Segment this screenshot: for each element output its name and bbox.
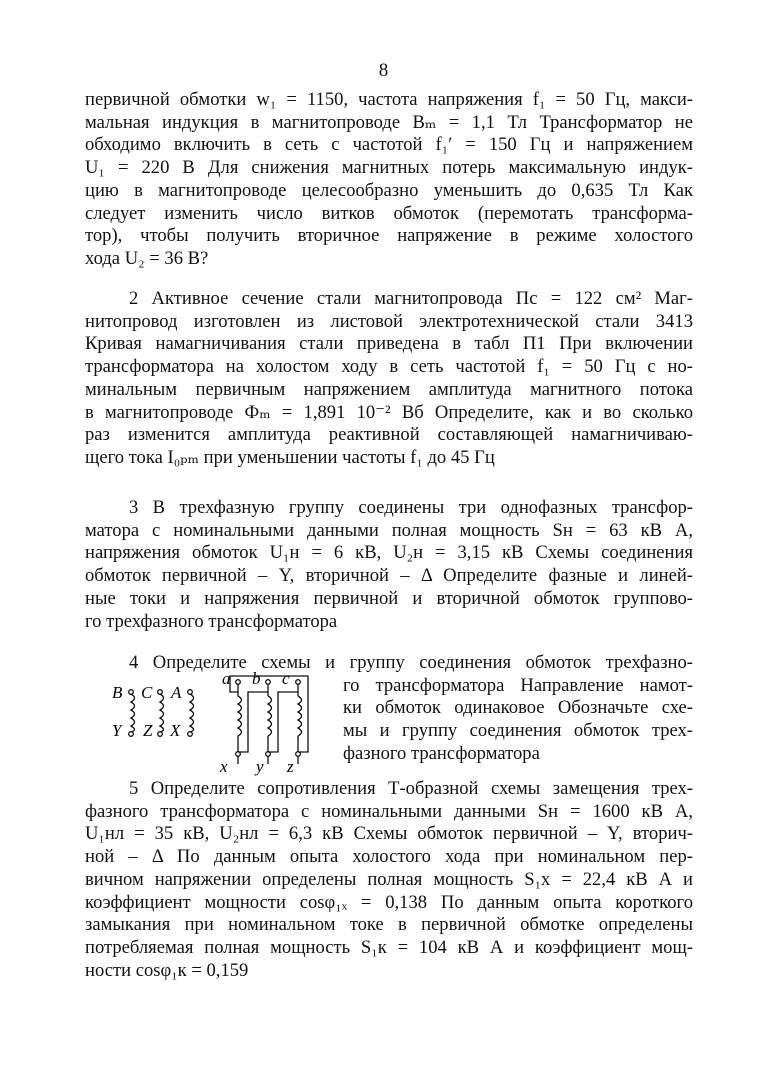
label-B: B [112, 683, 123, 702]
text-line: раз изменится амплитуда реактивной составляющей намагничиваю- [85, 424, 693, 446]
text-line: матора с номинальными данными полная мощность Sн = 63 кВ А, [85, 519, 693, 541]
text-line: тор), чтобы получить вторичное напряжение в режиме холостого [85, 225, 693, 247]
text-line: U₁ = 220 В Для снижения магнитных потерь максимальную индук- [85, 157, 693, 179]
text-line: го трехфазного трансформатора [85, 610, 338, 632]
secondary-coils [230, 676, 308, 764]
paragraph-3 [85, 497, 693, 633]
text-line: минальным первичным напряжением амплитуда магнитного потока [85, 378, 693, 400]
text-line: замыкания при номинальном токе в первичной обмотке определены [85, 914, 693, 936]
text-line: первичной обмотки w₁ = 1150, частота напряжения f₁ = 50 Гц, макси- [85, 89, 693, 110]
text-line: фазного трансформатора [343, 742, 540, 764]
text-line: Кривая намагничивания стали приведена в табл П1 При включении [85, 333, 693, 355]
paragraph-5 [85, 778, 693, 982]
label-x: x [220, 757, 228, 776]
text-line: ности cosφ₁к = 0,159 [85, 959, 249, 981]
text-line: ки обмоток одинаковое Обозначьте схе- [343, 697, 693, 719]
label-C: C [141, 683, 153, 702]
label-A: A [171, 683, 182, 702]
text-line: ной – Δ По данным опыта холостого хода при номинальном пер- [85, 846, 693, 868]
paragraph-1 [85, 89, 693, 271]
text-line: следует изменить число витков обмоток (перемотать трансформа- [85, 202, 693, 224]
label-X: X [170, 721, 181, 740]
text-line: мы и группу соединения обмоток трех- [343, 720, 693, 742]
text-line: 3 В трехфазную группу соединены три однофазных трансфор- [129, 497, 693, 518]
label-Z: Z [143, 721, 153, 740]
text-line: потребляемая полная мощность S₁к = 104 кВ А и коэффициент мощ- [85, 936, 693, 958]
label-a: a [222, 672, 231, 688]
primary-coils [129, 690, 194, 737]
label-Y: Y [112, 721, 122, 740]
label-z: z [287, 757, 294, 776]
text-line: ные токи и напряжения первичной и вторичной обмоток группово- [85, 587, 693, 609]
paragraph-4-wrap [343, 675, 693, 766]
text-line: фазного трансформатора с номинальными данными Sн = 1600 кВ А, [85, 800, 693, 822]
text-line: в магнитопроводе Фₘ = 1,891 10⁻² Вб Определите, как и во сколько [85, 401, 693, 423]
text-line: щего тока I₀ₚₘ при уменьшении частоты f₁ до 45 Гц [85, 446, 495, 468]
text-line: вичном напряжении определены полная мощность S₁x = 22,4 кВ А и [85, 868, 693, 890]
text-line: U₁нл = 35 кВ, U₂нл = 6,3 кВ Схемы обмоток первичной – Y, вторич- [85, 823, 693, 845]
text-line: трансформатора на холостом ходу в сеть частотой f₁ = 50 Гц с но- [85, 356, 693, 378]
text-line: обмоток первичной – Y, вторичной – Δ Определите фазные и линей- [85, 565, 693, 587]
text-line: 2 Активное сечение стали магнитопровода Пс = 122 см² Маг- [129, 288, 693, 309]
winding-diagram [110, 672, 336, 776]
paragraph-2 [85, 288, 693, 470]
text-line: 4 Определите схемы и группу соединения обмоток трехфазно- [129, 652, 693, 673]
text-line: обходимо включить в сеть с частотой f₁′ = 150 Гц и напряжением [85, 134, 693, 156]
label-b: b [252, 672, 261, 688]
text-line: 5 Определите сопротивления Т-образной схемы замещения трех- [129, 778, 693, 799]
winding-diagram-svg [110, 672, 336, 776]
label-y: y [256, 757, 264, 776]
text-line: коэффициент мощности cosφ₁ₓ = 0,138 По данным опыта короткого [85, 891, 693, 913]
page-number: 8 [378, 60, 389, 81]
text-line: хода U₂ = 36 В? [85, 247, 209, 269]
text-line: го трансформатора Направление намот- [343, 674, 693, 696]
text-line: напряжения обмоток U₁н = 6 кВ, U₂н = 3,15 кВ Схемы соединения [85, 542, 693, 564]
label-c: c [282, 672, 290, 688]
text-line: цию в магнитопроводе целесообразно уменьшить до 0,635 Тл Как [85, 179, 693, 201]
text-line: мальная индукция в магнитопроводе Bₘ = 1,1 Тл Трансформатор не [85, 111, 693, 133]
text-line: нитопровод изготовлен из листовой электротехнической стали 3413 [85, 310, 693, 332]
